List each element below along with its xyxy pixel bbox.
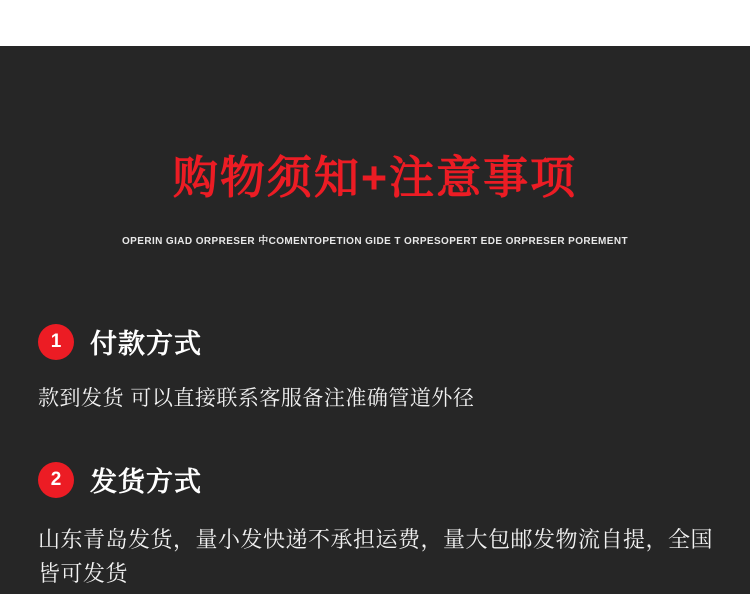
page-subtitle: OPERIN GIAD ORPRESER 中COMENTOPETION GIDE T ORPESOPERT EDE ORPRESER POREMENT xyxy=(122,236,628,247)
section-shipping xyxy=(38,460,728,591)
section-payment xyxy=(38,322,728,416)
section-number-badge: 2 xyxy=(38,462,74,498)
section-title: 付款方式 xyxy=(90,329,202,359)
top-white-strip xyxy=(0,0,750,46)
dark-content-panel xyxy=(0,46,750,594)
section-body-text: 款到发货 可以直接联系客服备注准确管道外径 xyxy=(38,387,475,410)
section-header xyxy=(38,322,728,361)
section-header xyxy=(38,460,728,499)
section-body-text: 山东青岛发货，量小发快递不承担运费，量大包邮发物流自提，全国皆可发货 xyxy=(38,527,714,587)
page-title: 购物须知+注意事项 xyxy=(172,152,578,203)
section-title: 发货方式 xyxy=(90,467,202,497)
section-number-badge: 1 xyxy=(38,324,74,360)
